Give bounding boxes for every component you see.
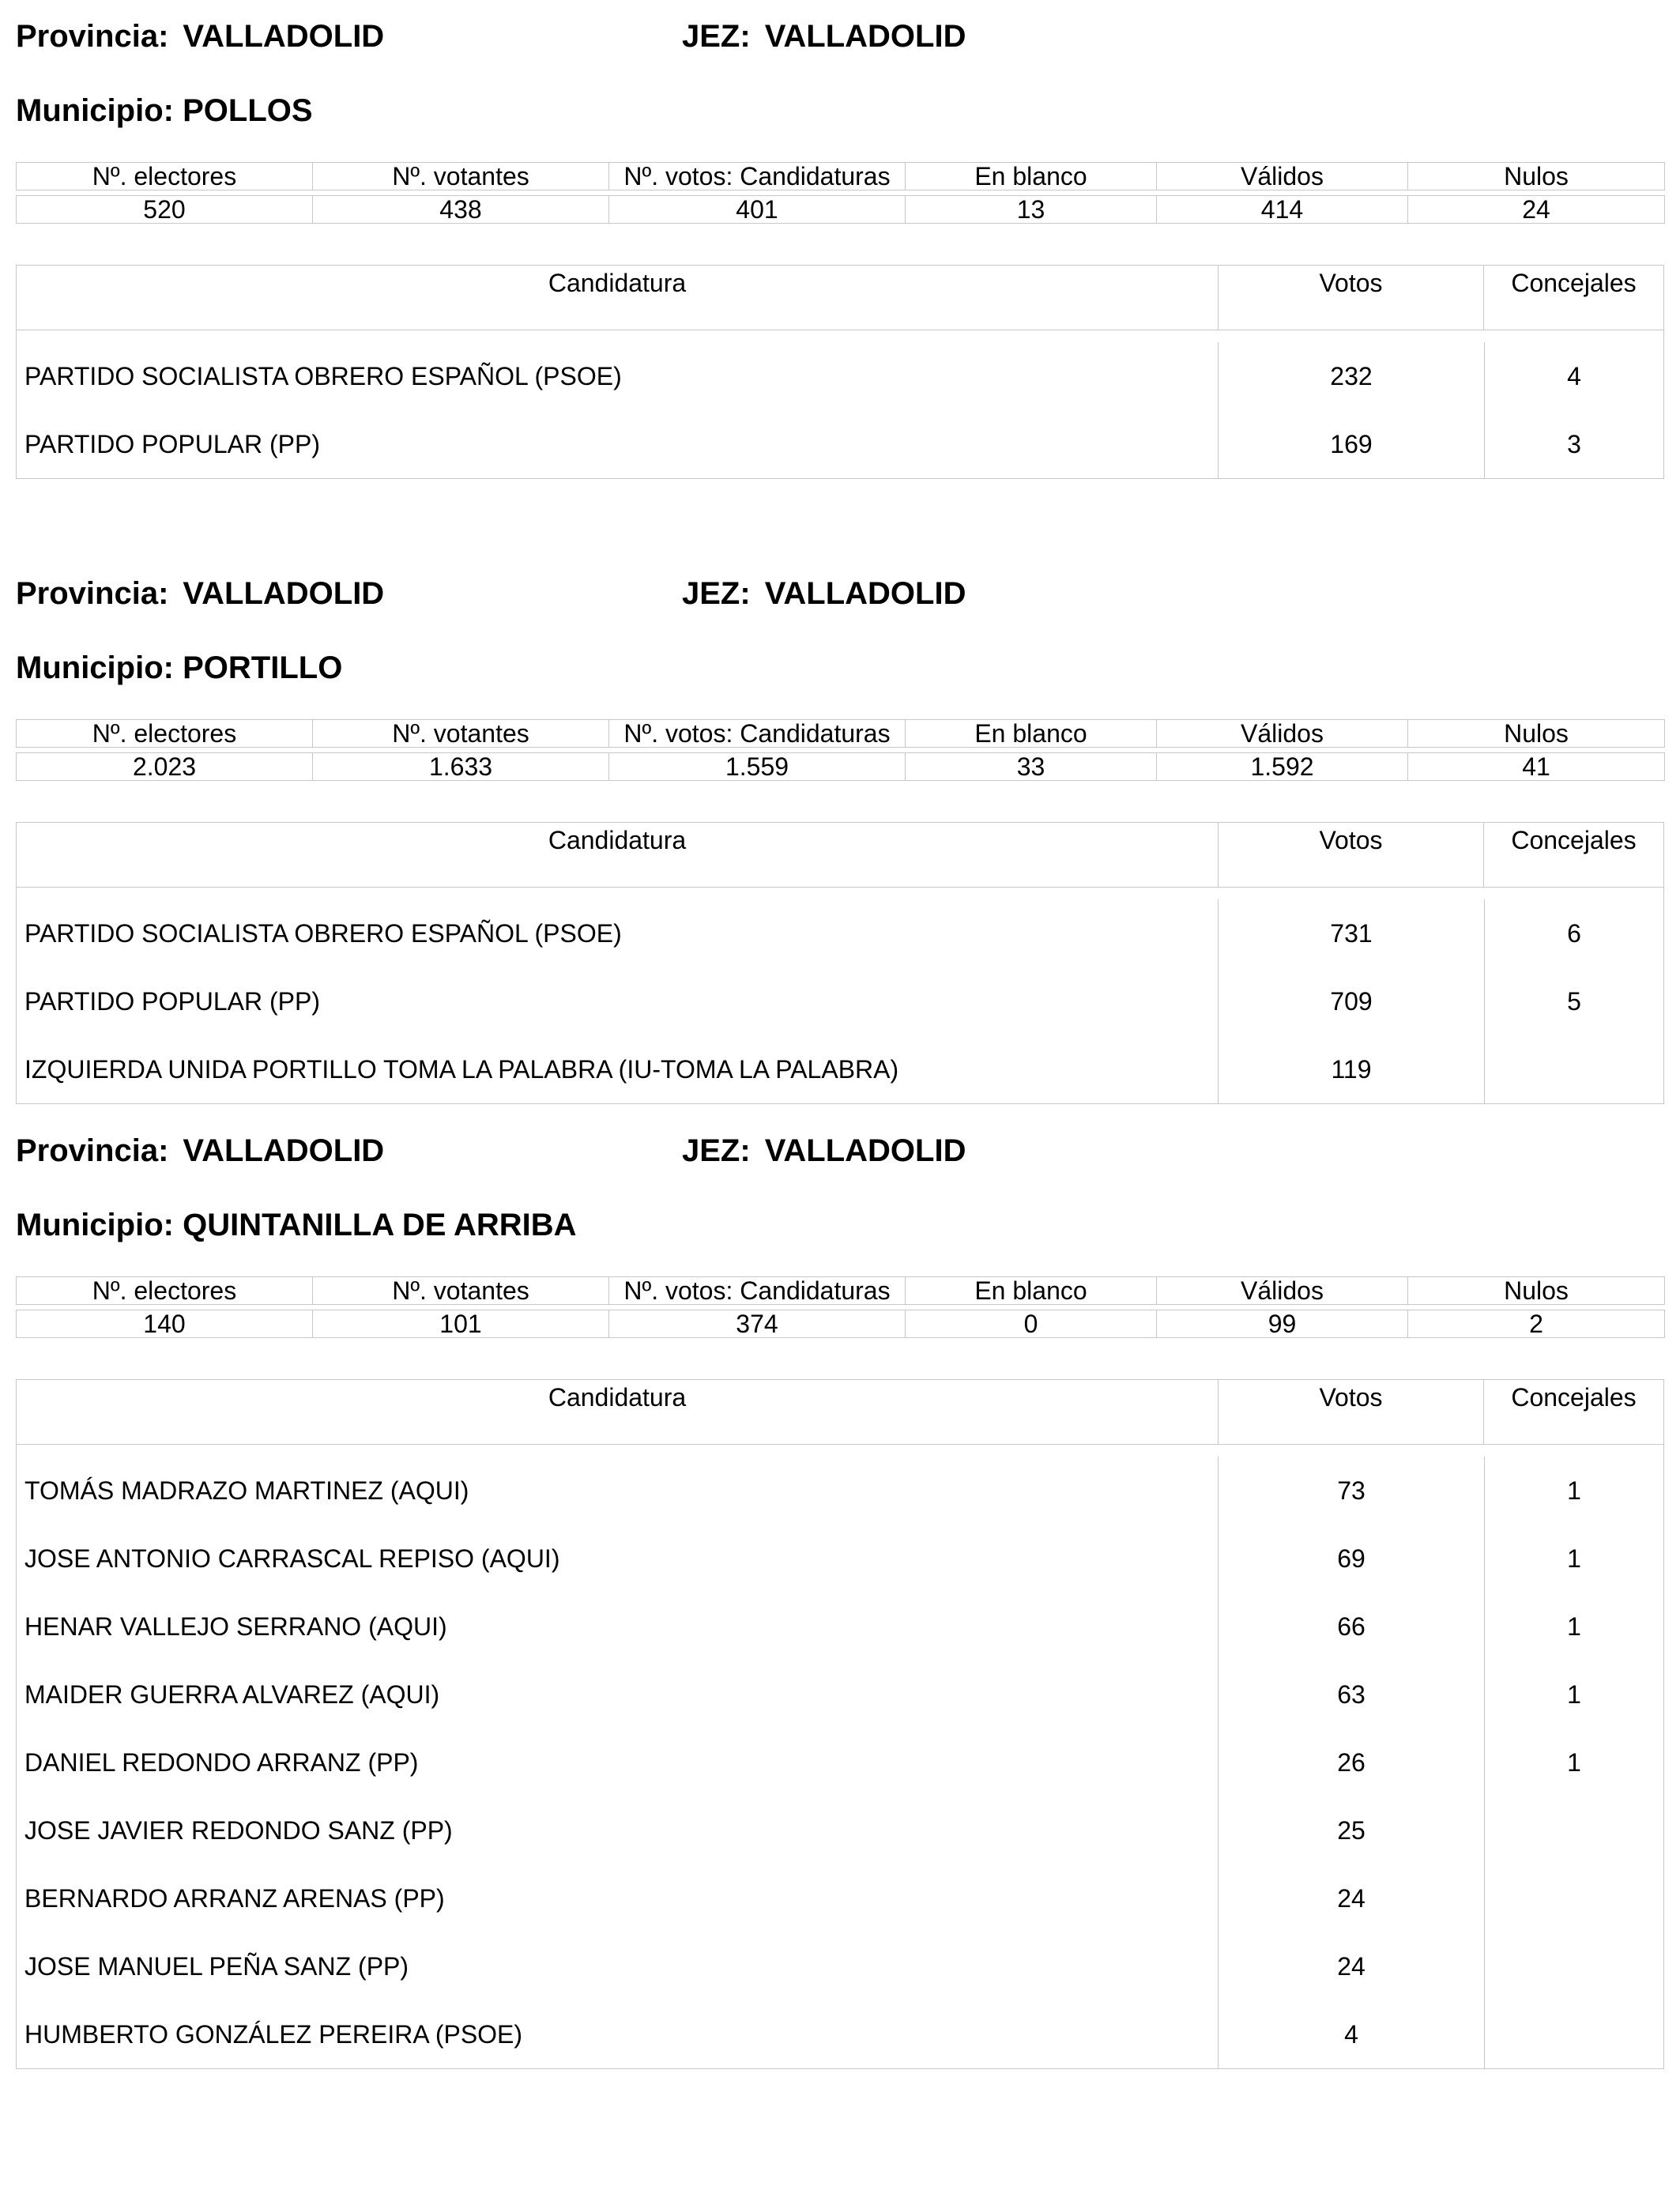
candidate-votos: 26 xyxy=(1219,1728,1485,1796)
candidaturas-header-row xyxy=(17,1380,1663,1445)
stats-table xyxy=(16,162,1665,224)
provincia-label: Provincia: xyxy=(16,1133,169,1168)
stats-value-row xyxy=(17,196,1665,224)
stats-value-votos-candidaturas: 401 xyxy=(609,196,906,224)
stats-header-nulos: Nulos xyxy=(1408,720,1665,748)
stats-header-validos: Válidos xyxy=(1157,163,1408,190)
jez-value: VALLADOLID xyxy=(764,1133,966,1168)
stats-value-validos: 1.592 xyxy=(1157,753,1408,781)
candidate-concejales xyxy=(1485,2000,1663,2068)
stats-header-validos: Válidos xyxy=(1157,720,1408,748)
stats-value-votos-candidaturas: 1.559 xyxy=(609,753,906,781)
candidate-votos: 73 xyxy=(1219,1457,1485,1525)
col-header-candidatura: Candidatura xyxy=(17,1380,1219,1444)
candidate-concejales: 3 xyxy=(1567,430,1581,458)
candidaturas-rows xyxy=(17,1445,1663,2068)
candidate-name: PARTIDO POPULAR (PP) xyxy=(17,410,1219,478)
candidate-concejales xyxy=(1485,1864,1663,1932)
candidate-votos: 4 xyxy=(1219,2000,1485,2068)
candidate-concejales: 1 xyxy=(1567,1544,1581,1573)
table-row xyxy=(17,1457,1663,1525)
candidaturas-table xyxy=(16,822,1664,1104)
municipio-label: Municipio: xyxy=(16,1208,174,1242)
stats-header-votos-candidaturas: Nº. votos: Candidaturas xyxy=(609,163,906,190)
candidaturas-table xyxy=(16,265,1664,479)
stats-header-row xyxy=(17,720,1665,748)
col-header-candidatura: Candidatura xyxy=(17,266,1219,330)
stats-value-validos: 414 xyxy=(1157,196,1408,224)
candidate-name: IZQUIERDA UNIDA PORTILLO TOMA LA PALABRA (IU-TOMA LA PALABRA) xyxy=(17,1035,1219,1103)
stats-value-nulos: 41 xyxy=(1408,753,1665,781)
stats-header-votos-candidaturas: Nº. votos: Candidaturas xyxy=(609,1277,906,1305)
jez-label: JEZ: xyxy=(682,1133,751,1168)
candidaturas-table xyxy=(16,1379,1664,2069)
candidate-name: JOSE ANTONIO CARRASCAL REPISO (AQUI) xyxy=(17,1525,1219,1593)
table-row xyxy=(17,1796,1663,1864)
stats-header-electores: Nº. electores xyxy=(17,1277,313,1305)
candidaturas-rows xyxy=(17,330,1663,478)
candidate-votos: 25 xyxy=(1219,1796,1485,1864)
candidate-concejales xyxy=(1485,1035,1663,1103)
municipio-label: Municipio: xyxy=(16,93,174,128)
municipio-value: QUINTANILLA DE ARRIBA xyxy=(183,1208,577,1242)
municipio-heading xyxy=(16,649,342,687)
table-row xyxy=(17,2000,1663,2068)
provincia-label: Provincia: xyxy=(16,576,169,611)
table-row xyxy=(17,1525,1663,1593)
stats-header-electores: Nº. electores xyxy=(17,720,313,748)
stats-header-en-blanco: En blanco xyxy=(906,163,1157,190)
jez-heading xyxy=(682,575,966,613)
col-header-votos: Votos xyxy=(1219,1380,1484,1444)
stats-header-votantes: Nº. votantes xyxy=(313,720,609,748)
candidate-votos: 232 xyxy=(1219,342,1485,410)
table-row xyxy=(17,967,1663,1035)
stats-header-en-blanco: En blanco xyxy=(906,1277,1157,1305)
candidate-name: TOMÁS MADRAZO MARTINEZ (AQUI) xyxy=(17,1457,1219,1525)
candidate-votos: 731 xyxy=(1219,899,1485,967)
col-header-concejales: Concejales xyxy=(1511,1383,1637,1412)
candidate-name: JOSE MANUEL PEÑA SANZ (PP) xyxy=(17,1932,1219,2000)
table-row xyxy=(17,1661,1663,1728)
provincia-label: Provincia: xyxy=(16,19,169,54)
stats-value-electores: 520 xyxy=(17,196,313,224)
jez-label: JEZ: xyxy=(682,19,751,54)
candidate-name: BERNARDO ARRANZ ARENAS (PP) xyxy=(17,1864,1219,1932)
jez-heading xyxy=(682,1132,966,1170)
stats-value-votantes: 438 xyxy=(313,196,609,224)
candidaturas-header-row xyxy=(17,823,1663,888)
jez-value: VALLADOLID xyxy=(764,576,966,611)
stats-value-electores: 140 xyxy=(17,1310,313,1338)
stats-header-row xyxy=(17,1277,1665,1305)
candidate-votos: 169 xyxy=(1219,410,1485,478)
candidate-votos: 66 xyxy=(1219,1593,1485,1661)
stats-value-validos: 99 xyxy=(1157,1310,1408,1338)
candidate-name: PARTIDO POPULAR (PP) xyxy=(17,967,1219,1035)
provincia-heading xyxy=(16,17,384,55)
stats-value-nulos: 24 xyxy=(1408,196,1665,224)
stats-header-votantes: Nº. votantes xyxy=(313,1277,609,1305)
candidate-votos: 709 xyxy=(1219,967,1485,1035)
candidate-name: MAIDER GUERRA ALVAREZ (AQUI) xyxy=(17,1661,1219,1728)
table-row xyxy=(17,1035,1663,1103)
candidate-votos: 24 xyxy=(1219,1932,1485,2000)
stats-value-en-blanco: 33 xyxy=(906,753,1157,781)
candidate-name: DANIEL REDONDO ARRANZ (PP) xyxy=(17,1728,1219,1796)
municipio-value: PORTILLO xyxy=(183,650,343,685)
candidate-concejales: 1 xyxy=(1567,1680,1581,1709)
candidate-votos: 63 xyxy=(1219,1661,1485,1728)
municipio-label: Municipio: xyxy=(16,650,174,685)
stats-value-row xyxy=(17,753,1665,781)
candidaturas-header-row xyxy=(17,266,1663,330)
stats-header-validos: Válidos xyxy=(1157,1277,1408,1305)
candidate-concejales xyxy=(1485,1796,1663,1864)
candidate-name: HENAR VALLEJO SERRANO (AQUI) xyxy=(17,1593,1219,1661)
stats-header-electores: Nº. electores xyxy=(17,163,313,190)
table-row xyxy=(17,1864,1663,1932)
municipio-heading xyxy=(16,92,313,130)
table-row xyxy=(17,1932,1663,2000)
stats-value-row xyxy=(17,1310,1665,1338)
candidaturas-rows xyxy=(17,888,1663,1103)
stats-value-votantes: 101 xyxy=(313,1310,609,1338)
stats-value-en-blanco: 0 xyxy=(906,1310,1157,1338)
candidate-concejales: 1 xyxy=(1567,1612,1581,1641)
candidate-concejales: 6 xyxy=(1567,919,1581,948)
stats-header-row xyxy=(17,163,1665,190)
stats-header-votantes: Nº. votantes xyxy=(313,163,609,190)
col-header-votos: Votos xyxy=(1219,266,1484,330)
provincia-value: VALLADOLID xyxy=(183,1133,385,1168)
stats-value-en-blanco: 13 xyxy=(906,196,1157,224)
candidate-votos: 119 xyxy=(1219,1035,1485,1103)
candidate-votos: 24 xyxy=(1219,1864,1485,1932)
stats-header-votos-candidaturas: Nº. votos: Candidaturas xyxy=(609,720,906,748)
jez-value: VALLADOLID xyxy=(764,19,966,54)
stats-header-en-blanco: En blanco xyxy=(906,720,1157,748)
col-header-candidatura: Candidatura xyxy=(17,823,1219,887)
candidate-name: PARTIDO SOCIALISTA OBRERO ESPAÑOL (PSOE) xyxy=(17,899,1219,967)
jez-heading xyxy=(682,17,966,55)
municipio-heading xyxy=(16,1206,577,1244)
table-row xyxy=(17,342,1663,410)
col-header-concejales: Concejales xyxy=(1511,269,1637,297)
table-row xyxy=(17,410,1663,478)
stats-value-electores: 2.023 xyxy=(17,753,313,781)
candidate-name: PARTIDO SOCIALISTA OBRERO ESPAÑOL (PSOE) xyxy=(17,342,1219,410)
stats-table xyxy=(16,719,1665,781)
provincia-value: VALLADOLID xyxy=(183,576,385,611)
table-row xyxy=(17,1593,1663,1661)
col-header-concejales: Concejales xyxy=(1511,826,1637,854)
provincia-heading xyxy=(16,1132,384,1170)
table-row xyxy=(17,1728,1663,1796)
stats-value-votantes: 1.633 xyxy=(313,753,609,781)
jez-label: JEZ: xyxy=(682,576,751,611)
col-header-votos: Votos xyxy=(1219,823,1484,887)
candidate-concejales: 1 xyxy=(1567,1748,1581,1777)
candidate-concejales: 5 xyxy=(1567,987,1581,1016)
stats-header-nulos: Nulos xyxy=(1408,1277,1665,1305)
provincia-heading xyxy=(16,575,384,613)
candidate-votos: 69 xyxy=(1219,1525,1485,1593)
table-row xyxy=(17,899,1663,967)
candidate-concejales: 4 xyxy=(1567,362,1581,390)
candidate-concejales xyxy=(1485,1932,1663,2000)
municipio-value: POLLOS xyxy=(183,93,313,128)
stats-table xyxy=(16,1276,1665,1338)
candidate-name: JOSE JAVIER REDONDO SANZ (PP) xyxy=(17,1796,1219,1864)
candidate-name: HUMBERTO GONZÁLEZ PEREIRA (PSOE) xyxy=(17,2000,1219,2068)
candidate-concejales: 1 xyxy=(1567,1476,1581,1505)
stats-value-votos-candidaturas: 374 xyxy=(609,1310,906,1338)
provincia-value: VALLADOLID xyxy=(183,19,385,54)
stats-value-nulos: 2 xyxy=(1408,1310,1665,1338)
stats-header-nulos: Nulos xyxy=(1408,163,1665,190)
